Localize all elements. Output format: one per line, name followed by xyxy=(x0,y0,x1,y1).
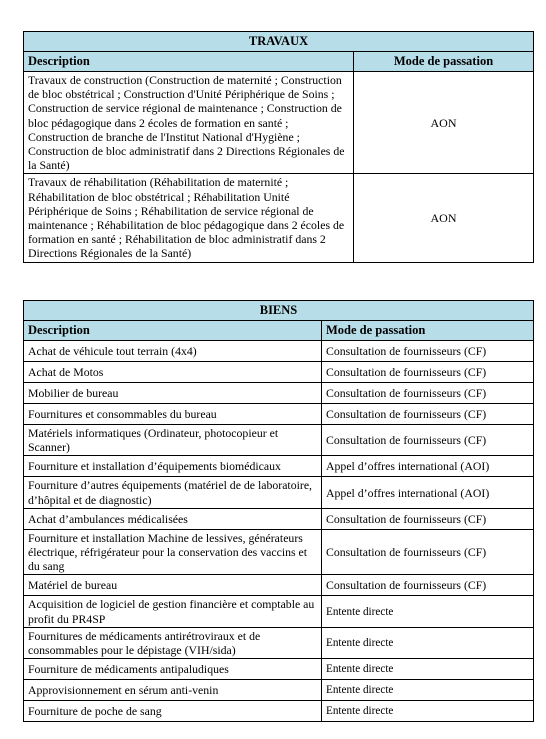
biens-mode-cell: Consultation de fournisseurs (CF) xyxy=(322,575,534,596)
biens-mode-cell: Entente directe xyxy=(322,680,534,701)
travaux-mode-cell: AON xyxy=(354,72,534,174)
biens-title: BIENS xyxy=(24,301,534,321)
biens-description-cell: Achat de véhicule tout terrain (4x4) xyxy=(24,341,322,362)
travaux-title: TRAVAUX xyxy=(24,32,534,52)
table-row xyxy=(24,627,534,658)
travaux-description-header: Description xyxy=(24,52,354,72)
biens-mode-cell: Entente directe xyxy=(322,659,534,680)
biens-description-cell: Fourniture de poche de sang xyxy=(24,701,322,722)
biens-description-cell: Fourniture de médicaments antipaludiques xyxy=(24,659,322,680)
table-row xyxy=(24,341,534,362)
biens-mode-cell: Entente directe xyxy=(322,701,534,722)
biens-description-cell: Fourniture et installation d’équipements biomédicaux xyxy=(24,456,322,477)
biens-mode-cell: Appel d’offres international (AOI) xyxy=(322,477,534,508)
biens-mode-cell: Consultation de fournisseurs (CF) xyxy=(322,341,534,362)
travaux-description-cell: Travaux de réhabilitation (Réhabilitation de maternité ; Réhabilitation de bloc obstétrical ; Réhabilitation Unité Périphérique de Soins ; Réhabilitation de service régional de maintenance ; Réhabilitation de bloc pédagogique dans 2 écoles de formation en santé ; Réhabilitation de bloc administratif dans 2 Directions Régionales de la Santé) xyxy=(24,174,354,262)
table-row xyxy=(24,596,534,627)
biens-description-cell: Fourniture d’autres équipements (matériel de de laboratoire, d’hôpital et de diagnostic) xyxy=(24,477,322,508)
biens-mode-cell: Entente directe xyxy=(322,627,534,658)
table-row xyxy=(24,575,534,596)
biens-mode-cell: Appel d’offres international (AOI) xyxy=(322,456,534,477)
table-row xyxy=(24,529,534,575)
table-row xyxy=(24,659,534,680)
table-row xyxy=(24,680,534,701)
biens-description-cell: Matériel de bureau xyxy=(24,575,322,596)
table-row xyxy=(24,383,534,404)
biens-description-cell: Fournitures de médicaments antirétroviraux et de consommables pour le dépistage (VIH/sida) xyxy=(24,627,322,658)
table-row xyxy=(24,477,534,508)
biens-mode-cell: Entente directe xyxy=(322,596,534,627)
biens-description-cell: Mobilier de bureau xyxy=(24,383,322,404)
table-row xyxy=(24,425,534,456)
biens-description-cell: Matériels informatiques (Ordinateur, photocopieur et Scanner) xyxy=(24,425,322,456)
biens-description-cell: Fourniture et installation Machine de lessives, générateurs électrique, réfrigérateur pour la conservation des vaccins et du sang xyxy=(24,529,322,575)
biens-mode-cell: Consultation de fournisseurs (CF) xyxy=(322,529,534,575)
biens-mode-cell: Consultation de fournisseurs (CF) xyxy=(322,362,534,383)
table-row xyxy=(24,456,534,477)
biens-description-cell: Fournitures et consommables du bureau xyxy=(24,404,322,425)
travaux-table xyxy=(23,31,534,263)
table-row xyxy=(24,362,534,383)
biens-mode-cell: Consultation de fournisseurs (CF) xyxy=(322,508,534,529)
travaux-description-cell: Travaux de construction (Construction de maternité ; Construction de bloc obstétrical ; Construction d'Unité Périphérique de Soins ; Construction de service régional de maintenance ; Construction de bloc pédagogique dans 2 écoles de formation en santé ; Construction de branche de l'Institut National d'Hygiène ; Construction de bloc administratif dans 2 Directions Régionales de la Santé) xyxy=(24,72,354,174)
biens-description-cell: Approvisionnement en sérum anti-venin xyxy=(24,680,322,701)
biens-description-cell: Achat de Motos xyxy=(24,362,322,383)
biens-table xyxy=(23,300,534,722)
biens-mode-cell: Consultation de fournisseurs (CF) xyxy=(322,383,534,404)
table-row xyxy=(24,72,534,174)
biens-mode-cell: Consultation de fournisseurs (CF) xyxy=(322,425,534,456)
table-row xyxy=(24,174,534,262)
biens-mode-cell: Consultation de fournisseurs (CF) xyxy=(322,404,534,425)
biens-mode-header: Mode de passation xyxy=(322,321,534,341)
travaux-mode-cell: AON xyxy=(354,174,534,262)
travaux-mode-header: Mode de passation xyxy=(354,52,534,72)
table-row xyxy=(24,701,534,722)
biens-description-header: Description xyxy=(24,321,322,341)
table-row xyxy=(24,404,534,425)
biens-description-cell: Acquisition de logiciel de gestion financière et comptable au profit du PR4SP xyxy=(24,596,322,627)
biens-description-cell: Achat d’ambulances médicalisées xyxy=(24,508,322,529)
table-row xyxy=(24,508,534,529)
